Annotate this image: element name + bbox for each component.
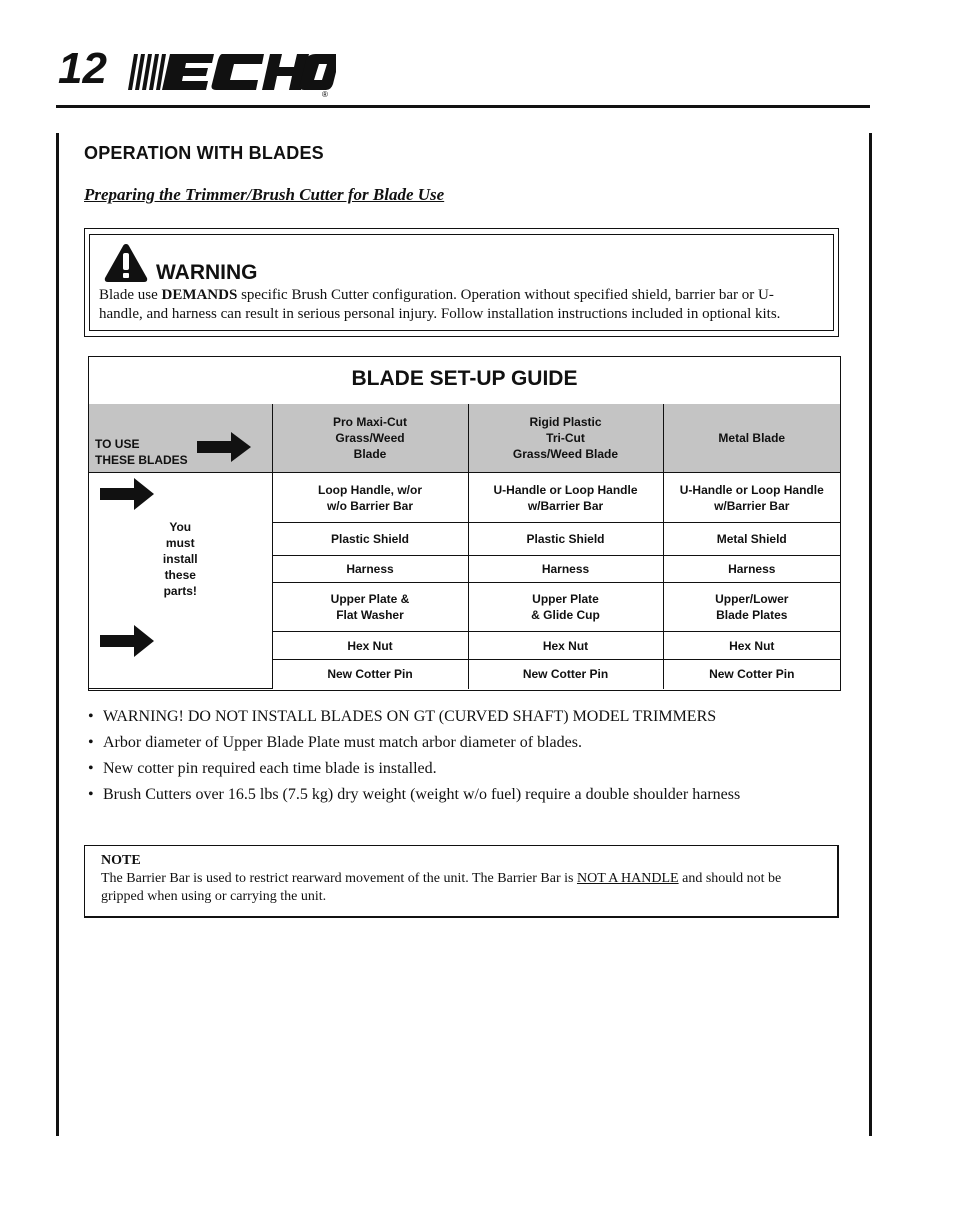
bullet-list bbox=[88, 706, 740, 810]
page-number: 12 bbox=[58, 44, 107, 93]
table-cell: Harness bbox=[663, 556, 840, 583]
column-header: Pro Maxi-Cut Grass/Weed Blade bbox=[272, 404, 468, 473]
column-header: Rigid Plastic Tri-Cut Grass/Weed Blade bbox=[468, 404, 663, 473]
list-item: • New cotter pin required each time blade is installed. bbox=[88, 758, 740, 784]
right-arrow-icon bbox=[197, 432, 251, 462]
table-cell: Plastic Shield bbox=[468, 523, 663, 556]
blade-setup-guide bbox=[88, 356, 841, 691]
table-cell: Harness bbox=[468, 556, 663, 583]
right-arrow-icon bbox=[100, 478, 154, 510]
section-title: OPERATION WITH BLADES bbox=[84, 143, 324, 163]
warning-box bbox=[84, 228, 839, 337]
note-box bbox=[84, 845, 839, 918]
table-cell: Metal Shield bbox=[663, 523, 840, 556]
must-install-cell bbox=[89, 473, 272, 689]
warning-title: WARNING bbox=[156, 261, 258, 284]
column-header: Metal Blade bbox=[663, 404, 840, 473]
table-cell: U-Handle or Loop Handle w/Barrier Bar bbox=[468, 473, 663, 523]
table-cell: U-Handle or Loop Handle w/Barrier Bar bbox=[663, 473, 840, 523]
note-title: NOTE bbox=[101, 853, 141, 868]
warning-text: Blade use DEMANDS specific Brush Cutter configuration. Operation without specified shield, barrier bar or U-handle, and harness can result in serious personal injury. Follow installation instructions included in optional kits. bbox=[99, 287, 781, 322]
guide-title: BLADE SET-UP GUIDE bbox=[89, 357, 840, 405]
table-cell: Hex Nut bbox=[663, 632, 840, 660]
table-header-row bbox=[89, 404, 840, 473]
table-cell: Loop Handle, w/or w/o Barrier Bar bbox=[272, 473, 468, 523]
svg-text:®: ® bbox=[322, 90, 328, 98]
list-item: • Brush Cutters over 16.5 lbs (7.5 kg) dry weight (weight w/o fuel) require a double shoulder harness bbox=[88, 784, 740, 810]
table-cell: New Cotter Pin bbox=[272, 660, 468, 689]
right-margin-rule bbox=[869, 133, 872, 1136]
table-cell: Upper Plate & Flat Washer bbox=[272, 583, 468, 632]
table-cell: Hex Nut bbox=[272, 632, 468, 660]
list-item: • WARNING! DO NOT INSTALL BLADES ON GT (CURVED SHAFT) MODEL TRIMMERS bbox=[88, 706, 740, 732]
table-cell: New Cotter Pin bbox=[468, 660, 663, 689]
table-cell: Plastic Shield bbox=[272, 523, 468, 556]
right-arrow-icon bbox=[100, 625, 154, 657]
table-cell: Hex Nut bbox=[468, 632, 663, 660]
to-use-cell bbox=[89, 404, 272, 473]
table-cell: Harness bbox=[272, 556, 468, 583]
table-row bbox=[89, 473, 840, 523]
table-cell: Upper/Lower Blade Plates bbox=[663, 583, 840, 632]
echo-logo bbox=[124, 50, 336, 98]
left-margin-rule bbox=[56, 133, 59, 1136]
note-text: The Barrier Bar is used to restrict rearward movement of the unit. The Barrier Bar is NOT A HANDLE and should not be gripped when using or carrying the unit. bbox=[101, 871, 782, 904]
table-cell: New Cotter Pin bbox=[663, 660, 840, 689]
warning-triangle-icon bbox=[104, 243, 148, 283]
subsection-title: Preparing the Trimmer/Brush Cutter for Blade Use bbox=[84, 185, 445, 204]
guide-table bbox=[89, 404, 840, 689]
must-install-text: You must install these parts! bbox=[162, 520, 198, 598]
table-cell: Upper Plate & Glide Cup bbox=[468, 583, 663, 632]
to-use-label: TO USE THESE BLADES bbox=[95, 437, 188, 467]
list-item: • Arbor diameter of Upper Blade Plate must match arbor diameter of blades. bbox=[88, 732, 740, 758]
header-rule bbox=[56, 105, 870, 108]
